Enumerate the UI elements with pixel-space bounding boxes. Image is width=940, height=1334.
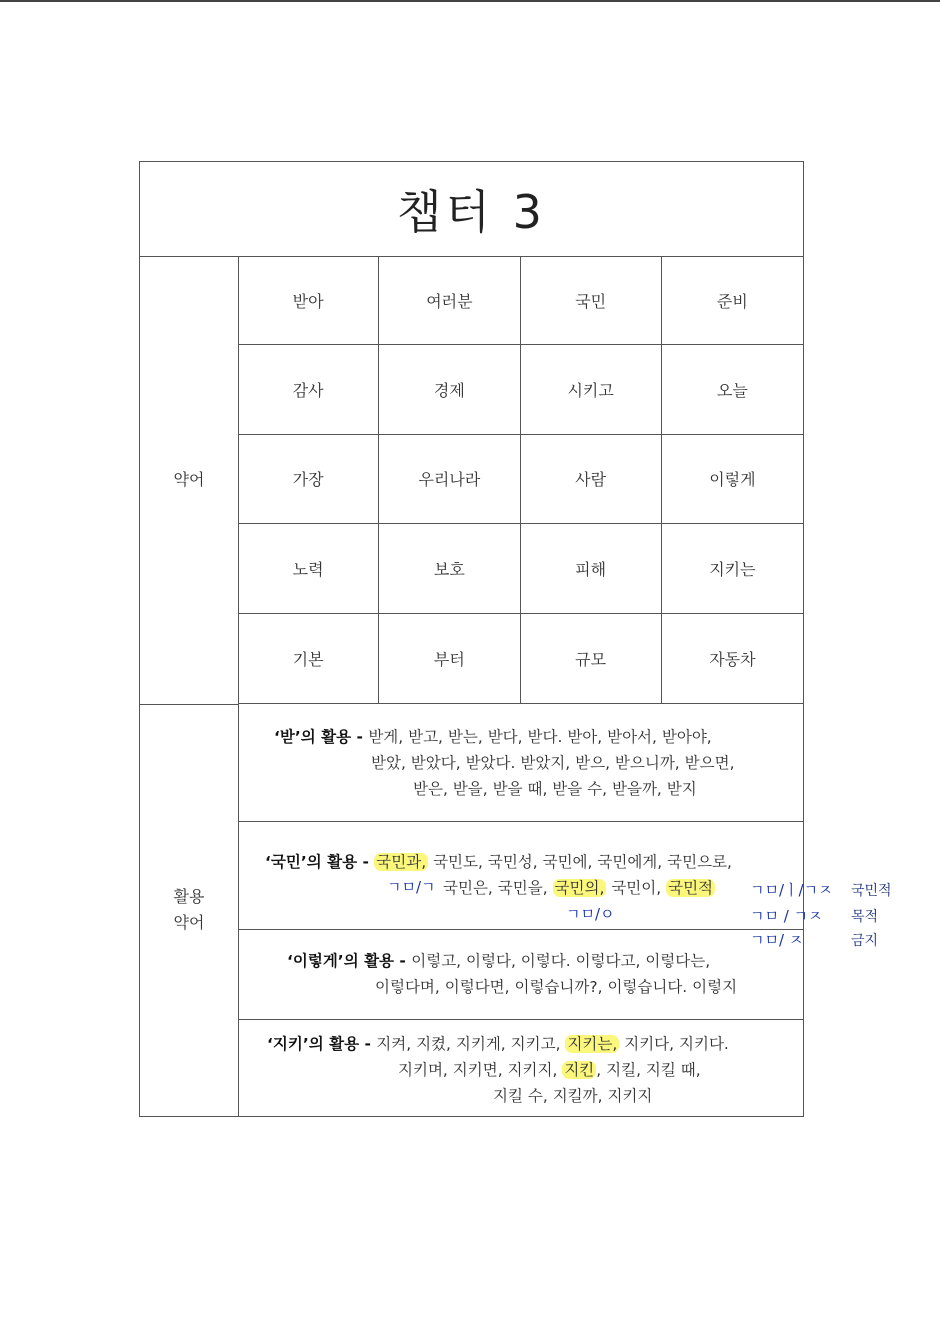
abbr-cell: 피해 <box>521 524 662 613</box>
highlighted-word: 지키는, <box>567 1035 618 1053</box>
usage-line: 받았, 받았다, 받았다. 받았지, 받으, 받으니까, 받으면, <box>371 754 735 772</box>
usage-row-jiki <box>238 1020 803 1116</box>
abbr-cell: 경제 <box>379 345 520 434</box>
handwritten-note: 국민적 <box>851 883 892 899</box>
usage-dash: - <box>357 853 375 871</box>
abbr-cell: 노력 <box>238 524 379 613</box>
usage-line: 받게, 받고, 받는, 받다, 받다. 받아, 받아서, 받아야, <box>368 728 712 746</box>
abbr-cell: 여러분 <box>379 256 520 345</box>
usage-line: 받은, 받을, 받을 때, 받을 수, 받을까, 받지 <box>413 780 697 798</box>
usage-line: 지키며, 지키면, 지키지, <box>398 1061 563 1079</box>
handwritten-note: ㄱㅁ/ㅇ <box>566 905 615 923</box>
abbr-cell: 우리나라 <box>379 435 520 524</box>
usage-head: ‘이렇게’의 활용 <box>287 952 395 970</box>
usage-line: 국민이, <box>606 879 667 897</box>
highlighted-word: 지킨 <box>564 1061 595 1079</box>
abbr-cell: 국민 <box>521 256 662 345</box>
abbr-section-label: 약어 <box>140 256 239 705</box>
abbr-cell: 가장 <box>238 435 379 524</box>
usage-line: 국민은, 국민을, <box>443 879 553 897</box>
usage-dash: - <box>394 952 412 970</box>
abbr-cell: 받아 <box>238 256 379 345</box>
usage-line: 지키다, 지키다. <box>619 1035 729 1053</box>
usage-section-label: 활용 약어 <box>140 704 239 1116</box>
abbr-cell: 기본 <box>238 614 379 703</box>
abbr-cell: 사람 <box>521 435 662 524</box>
top-border-line <box>0 0 940 2</box>
abbr-cell: 보호 <box>379 524 520 613</box>
usage-dash: - <box>359 1035 377 1053</box>
usage-line: 이렇고, 이렇다, 이렇다. 이렇다고, 이렇다는, <box>411 952 711 970</box>
usage-line: 국민도, 국민성, 국민에, 국민에게, 국민으로, <box>428 853 732 871</box>
usage-head: ‘국민’의 활용 <box>265 853 358 871</box>
usage-head: ‘받’의 활용 <box>274 728 352 746</box>
chapter-sheet <box>139 161 804 1117</box>
usage-head: ‘지키’의 활용 <box>267 1035 360 1053</box>
handwritten-note: ㄱㅁ/ㄱ <box>387 878 436 896</box>
abbr-cell: 오늘 <box>662 345 803 434</box>
usage-dash: - <box>351 728 369 746</box>
handwritten-note: 목적 <box>851 909 879 925</box>
usage-row-bat <box>238 704 803 822</box>
abbr-cell: 규모 <box>521 614 662 703</box>
page-title: 챕터 3 <box>140 162 803 257</box>
highlighted-word: 국민의, <box>554 879 605 897</box>
abbr-cell: 시키고 <box>521 345 662 434</box>
handwritten-note: ㄱㅁ/ ㅈ <box>750 931 804 949</box>
usage-row-ireoke <box>238 930 803 1020</box>
handwritten-note: ㄱㅁ/ㅣ/ㄱㅈ <box>750 881 833 899</box>
abbr-cell: 부터 <box>379 614 520 703</box>
handwritten-note: 금지 <box>851 933 879 949</box>
usage-line: , 지킬, 지킬 때, <box>596 1061 701 1079</box>
abbr-cell: 감사 <box>238 345 379 434</box>
abbr-cell: 이렇게 <box>662 435 803 524</box>
abbr-cell: 자동차 <box>709 649 756 669</box>
usage-line: 지킬 수, 지킬까, 지키지 <box>493 1087 653 1105</box>
abbr-cell: 지키는 <box>662 524 803 613</box>
handwritten-note: ㄱㅁ / ㄱㅈ <box>750 907 823 925</box>
usage-line: 이렇다며, 이렇다면, 이렇습니까?, 이렇습니다. 이렇지 <box>375 978 738 996</box>
highlighted-word: 국민과, <box>376 853 427 871</box>
highlighted-word: 국민적 <box>668 879 714 897</box>
abbr-cell: 준비 <box>662 256 803 345</box>
usage-line: 지켜, 지켰, 지키게, 지키고, <box>376 1035 566 1053</box>
abbr-grid <box>238 256 803 704</box>
usage-row-gukmin <box>238 822 803 930</box>
